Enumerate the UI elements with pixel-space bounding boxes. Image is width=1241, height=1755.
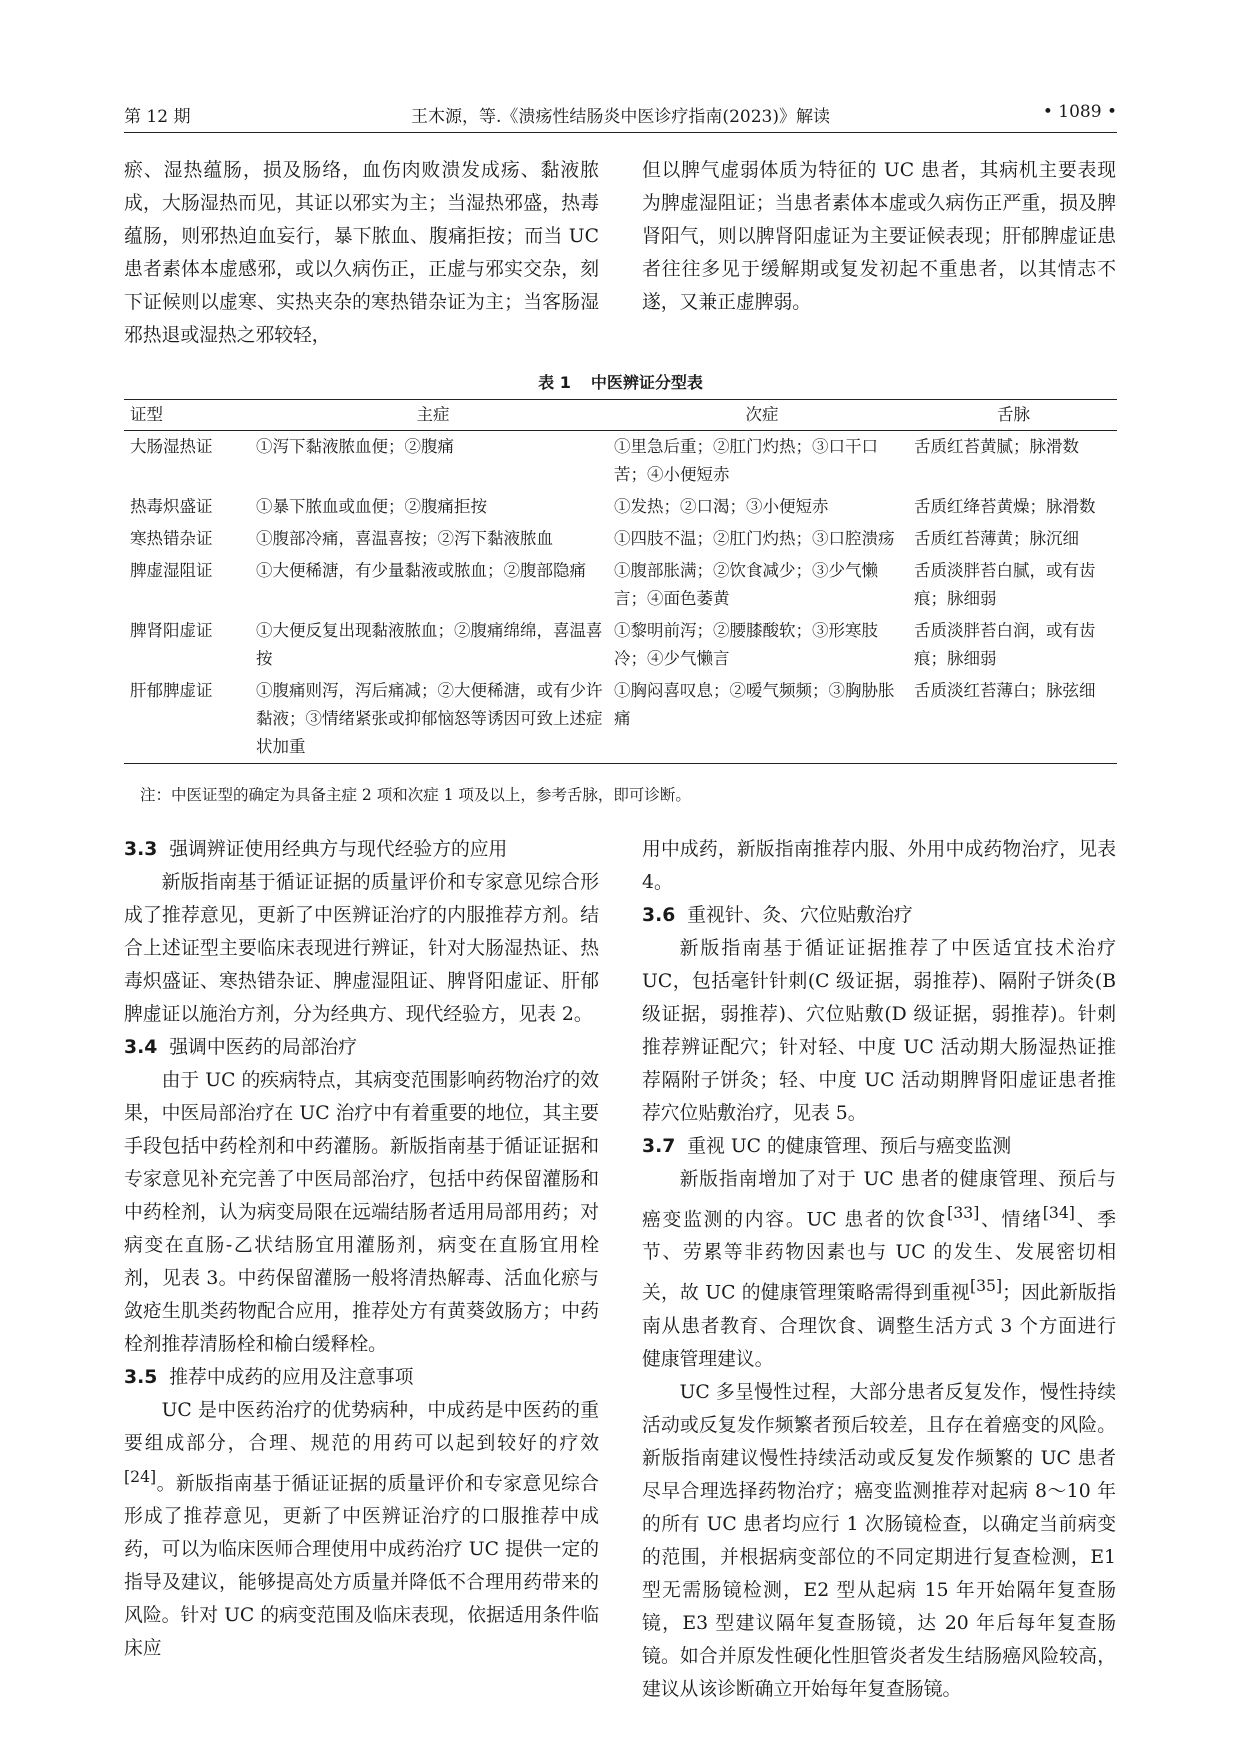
table-cell: ①里急后重；②肛门灼热；③口干口苦；④小便短赤: [614, 437, 878, 484]
table-cell: ①四肢不温；②肛门灼热；③口腔溃疡: [614, 529, 895, 548]
section-number: 3.6: [642, 905, 676, 926]
header-rule: [124, 132, 1117, 133]
table-cell: 寒热错杂证: [130, 529, 213, 548]
table-note: 注：中医证型的确定为具备主症 2 项和次症 1 项及以上，参考舌脉，即可诊断。: [140, 786, 691, 804]
section-heading: [124, 1031, 599, 1064]
running-header: [124, 96, 1117, 132]
table-title: 中医辨证分型表: [590, 373, 703, 392]
section-title: 强调中医药的局部治疗: [169, 1037, 358, 1058]
table-row: [124, 615, 1117, 675]
section-title: 推荐中成药的应用及注意事项: [169, 1367, 414, 1388]
syndrome-table: [124, 399, 1117, 764]
table-cell: ①泻下黏液脓血便；②腹痛: [256, 437, 454, 456]
table-cell: 舌质红绛苔黄燥；脉滑数: [914, 497, 1096, 516]
table-cell: ①黎明前泻；②腰膝酸软；③形寒肢冷；④少气懒言: [614, 621, 878, 668]
section-number: 3.7: [642, 1136, 676, 1157]
body-paragraph: UC 多呈慢性过程，大部分患者反复发作，慢性持续活动或反复发作频繁者预后较差，且存在着癌变的风险。新版指南建议慢性持续活动或反复发作频繁的 UC 患者尽早合理选择药物治疗；癌变监测推荐对起病 8～10 年的所有 UC 患者均应行 1 次肠镜检查，以确定当前病变的范围，并根据病变部位的不同定期进行复查检测，E1 型无需肠镜检测，E2 型从起病 15 年开始隔年复查肠镜，E3 型建议隔年复查肠镜，达 20 年后每年复查肠镜。如合并原发性硬化性胆管炎者发生结肠癌风险较高，建议从该诊断确立开始每年复查肠镜。: [642, 1381, 1116, 1700]
paragraph-text: 、季节、劳累等非药物因素也与 UC 的发生、发展密切相关，故 UC 的健康管理策略需得到重视: [642, 1209, 1117, 1304]
section-number: 3.3: [124, 839, 158, 860]
table-row: [124, 431, 1117, 492]
paragraph-text: UC 是中医药治疗的优势病种，中成药是中医药的重要组成部分，合理、规范的用药可以起到较好的疗效: [124, 1400, 599, 1454]
section-heading: [124, 1361, 599, 1394]
column-header: 舌脉: [914, 400, 1117, 431]
table-cell: ①胸闷喜叹息；②嗳气频频；③胸胁胀痛: [614, 675, 914, 764]
table-cell: ①大便稀溏，有少量黏液或脓血；②腹部隐痛: [256, 561, 586, 580]
citation-ref: [34]: [1042, 1203, 1075, 1222]
paragraph-text: 。新版指南基于循证证据的质量评价和专家意见综合形成了推荐意见，更新了中医辨证治疗的口服推荐中成药，可以为临床医师合理使用中成药治疗 UC 提供一定的指导及建议，能够提高处方质量并降低不合理用药带来的风险。针对 UC 的病变范围及临床表现，依据适用条件临床应: [124, 1473, 599, 1660]
body-paragraph: 瘀、湿热蕴肠，损及肠络，血伤肉败溃发成疡、黏液脓成，大肠湿热而见，其证以邪实为主；当湿热邪盛，热毒蕴肠，则邪热迫血妄行，暴下脓血、腹痛拒按；而当 UC 患者素体本虚感邪，或以久病伤正，正虚与邪实交杂，刻下证候则以虚寒、实热夹杂的寒热错杂证为主；当客肠湿邪热退或湿热之邪较轻，: [124, 160, 599, 346]
page-number: • 1089 •: [1042, 102, 1117, 122]
body-paragraph: 由于 UC 的疾病特点，其病变范围影响药物治疗的效果，中医局部治疗在 UC 治疗中有着重要的地位，其主要手段包括中药栓剂和中药灌肠。新版指南基于循证证据和专家意见补充完善了中医局部治疗，包括中药保留灌肠和中药栓剂，认为病变局限在远端结肠者适用局部用药；对病变在直肠-乙状结肠宜用灌肠剂，病变在直肠宜用栓剂，见表 3。中药保留灌肠一般将清热解毒、活血化瘀与敛疮生肌类药物配合应用，推荐处方有黄葵敛肠方；中药栓剂推荐清肠栓和榆白缓释栓。: [124, 1070, 599, 1355]
table-cell: ①腹痛则泻，泻后痛减；②大便稀溏，或有少许黏液；③情绪紧张或抑郁恼怒等诱因可致上述症状加重: [256, 675, 614, 764]
table-cell: ①发热；②口渴；③小便短赤: [614, 497, 829, 516]
body-paragraph: 用中成药，新版指南推荐内服、外用中成药物治疗，见表 4。: [642, 839, 1116, 893]
section-title: 重视 UC 的健康管理、预后与癌变监测: [687, 1136, 1012, 1157]
table-row: [124, 491, 1117, 523]
column-header: 次症: [614, 400, 914, 431]
section-heading: [642, 899, 1116, 932]
section-title: 强调辨证使用经典方与现代经验方的应用: [169, 839, 508, 860]
table-row: [124, 555, 1117, 615]
section-title: 重视针、灸、穴位贴敷治疗: [687, 905, 913, 926]
table-cell: ①大便反复出现黏液脓血；②腹痛绵绵，喜温喜按: [256, 621, 603, 668]
paragraph-text: 新版指南增加了对于 UC 患者的健康管理、预后与癌变监测的内容。UC 患者的饮食: [642, 1169, 1116, 1231]
column-header: 证型: [124, 400, 256, 431]
section-number: 3.5: [124, 1367, 158, 1388]
body-paragraph: [642, 1163, 1116, 1376]
table-cell: 肝郁脾虚证: [124, 675, 256, 764]
table-cell: ①腹部胀满；②饮食减少；③少气懒言；④面色萎黄: [614, 561, 878, 608]
table-cell: 脾肾阳虚证: [130, 621, 213, 640]
section-heading: [642, 1130, 1116, 1163]
table-caption: [124, 370, 1117, 393]
table-cell: 舌质淡胖苔白腻，或有齿痕；脉细弱: [914, 561, 1096, 608]
table-cell: 热毒炽盛证: [130, 497, 213, 516]
citation-ref: [33]: [947, 1203, 980, 1222]
body-paragraph: 新版指南基于循证证据的质量评价和专家意见综合形成了推荐意见，更新了中医辨证治疗的内服推荐方剂。结合上述证型主要临床表现进行辨证，针对大肠湿热证、热毒炽盛证、寒热错杂证、脾虚湿阻证、脾肾阳虚证、肝郁脾虚证以施治方剂，分为经典方、现代经验方，见表 2。: [124, 872, 599, 1025]
table-cell: 舌质淡红苔薄白；脉弦细: [914, 675, 1117, 764]
table-header-row: [124, 400, 1117, 431]
citation-ref: [24]: [124, 1467, 157, 1486]
table-cell: 舌质红苔薄黄；脉沉细: [914, 529, 1079, 548]
table-cell: ①腹部冷痛，喜温喜按；②泻下黏液脓血: [256, 529, 553, 548]
top-left-column: [124, 154, 599, 352]
top-right-column: [642, 154, 1116, 319]
table-cell: 大肠湿热证: [130, 437, 213, 456]
table-number: 表 1: [538, 373, 571, 392]
body-paragraph: 新版指南基于循证证据推荐了中医适宜技术治疗 UC，包括毫针针刺(C 级证据，弱推荐)、隔附子饼灸(B 级证据，弱推荐)、穴位贴敷(D 级证据，弱推荐)。针刺推荐辨证配穴；针对轻、中度 UC 活动期大肠湿热证推荐隔附子饼灸；轻、中度 UC 活动期脾肾阳虚证患者推荐穴位贴敷治疗，见表 5。: [642, 938, 1116, 1124]
body-paragraph: 但以脾气虚弱体质为特征的 UC 患者，其病机主要表现为脾虚湿阻证；当患者素体本虚或久病伤正严重，损及脾肾阳气，则以脾肾阳虚证为主要证候表现；肝郁脾虚证患者往往多见于缓解期或复发初起不重患者，以其情志不遂，又兼正虚脾弱。: [642, 160, 1116, 313]
paragraph-text: 、情绪: [979, 1209, 1043, 1231]
table-row: [124, 675, 1117, 764]
citation-ref: [35]: [969, 1276, 1003, 1296]
table-cell: 脾虚湿阻证: [130, 561, 213, 580]
table-cell: 舌质红苔黄腻；脉滑数: [914, 437, 1079, 456]
section-heading: [124, 833, 599, 866]
column-header: 主症: [256, 400, 614, 431]
section-number: 3.4: [124, 1037, 158, 1058]
body-paragraph: [124, 1394, 599, 1665]
paragraph-text: ；因此新版指南从患者教育、合理饮食、调整生活方式 3 个方面进行健康管理建议。: [642, 1282, 1117, 1370]
bottom-left-column: [124, 833, 599, 1665]
running-title: 王木源，等.《溃疡性结肠炎中医诊疗指南(2023)》解读: [411, 107, 830, 127]
table-cell: ①暴下脓血或血便；②腹痛拒按: [256, 497, 487, 516]
bottom-right-column: [642, 833, 1116, 1706]
issue-number: 第 12 期: [124, 107, 191, 127]
table-cell: 舌质淡胖苔白润，或有齿痕；脉细弱: [914, 621, 1096, 668]
table-row: [124, 523, 1117, 555]
